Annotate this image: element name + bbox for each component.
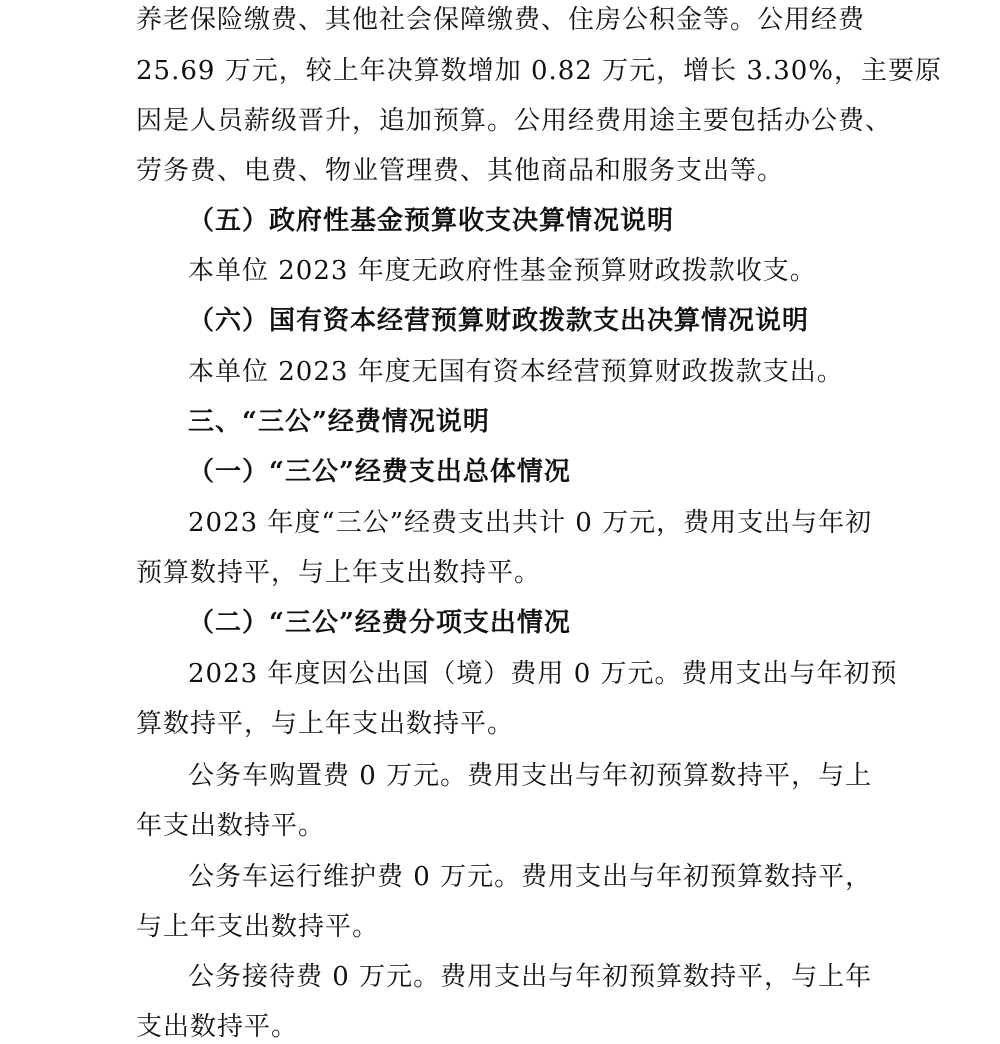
paragraph-line: 2023 年度“三公”经费支出共计 0 万元，费用支出与年初 [188, 508, 873, 538]
paragraph-line: 本单位 2023 年度无国有资本经营预算财政拨款支出。 [188, 357, 844, 387]
paragraph-line: 公务接待费 0 万元。费用支出与年初预算数持平，与上年 [188, 962, 873, 992]
paragraph-line: 年支出数持平。 [136, 811, 326, 841]
chapter-heading: 三、“三公”经费情况说明 [188, 407, 490, 437]
paragraph-line: 劳务费、电费、物业管理费、其他商品和服务支出等。 [136, 156, 785, 186]
paragraph-line: 25.69 万元，较上年决算数增加 0.82 万元，增长 3.30%，主要原 [136, 56, 942, 86]
section-heading: （二）“三公”经费分项支出情况 [188, 608, 571, 638]
section-heading: （六）国有资本经营预算财政拨款支出决算情况说明 [188, 306, 810, 336]
paragraph-line: 与上年支出数持平。 [136, 912, 380, 942]
paragraph-line: 支出数持平。 [136, 1012, 299, 1042]
paragraph-line: 算数持平，与上年支出数持平。 [136, 709, 515, 739]
paragraph-line: 本单位 2023 年度无政府性基金预算财政拨款收支。 [188, 256, 817, 286]
paragraph-line: 公务车运行维护费 0 万元。费用支出与年初预算数持平， [188, 862, 873, 892]
paragraph-line: 公务车购置费 0 万元。费用支出与年初预算数持平，与上 [188, 761, 873, 791]
paragraph-line: 预算数持平，与上年支出数持平。 [136, 558, 542, 588]
paragraph-line: 养老保险缴费、其他社会保障缴费、住房公积金等。公用经费 [136, 5, 866, 35]
paragraph-line: 2023 年度因公出国（境）费用 0 万元。费用支出与年初预 [188, 659, 898, 689]
section-heading: （一）“三公”经费支出总体情况 [188, 457, 571, 487]
paragraph-line: 因是人员薪级晋升，追加预算。公用经费用途主要包括办公费、 [136, 106, 893, 136]
section-heading: （五）政府性基金预算收支决算情况说明 [188, 206, 675, 236]
